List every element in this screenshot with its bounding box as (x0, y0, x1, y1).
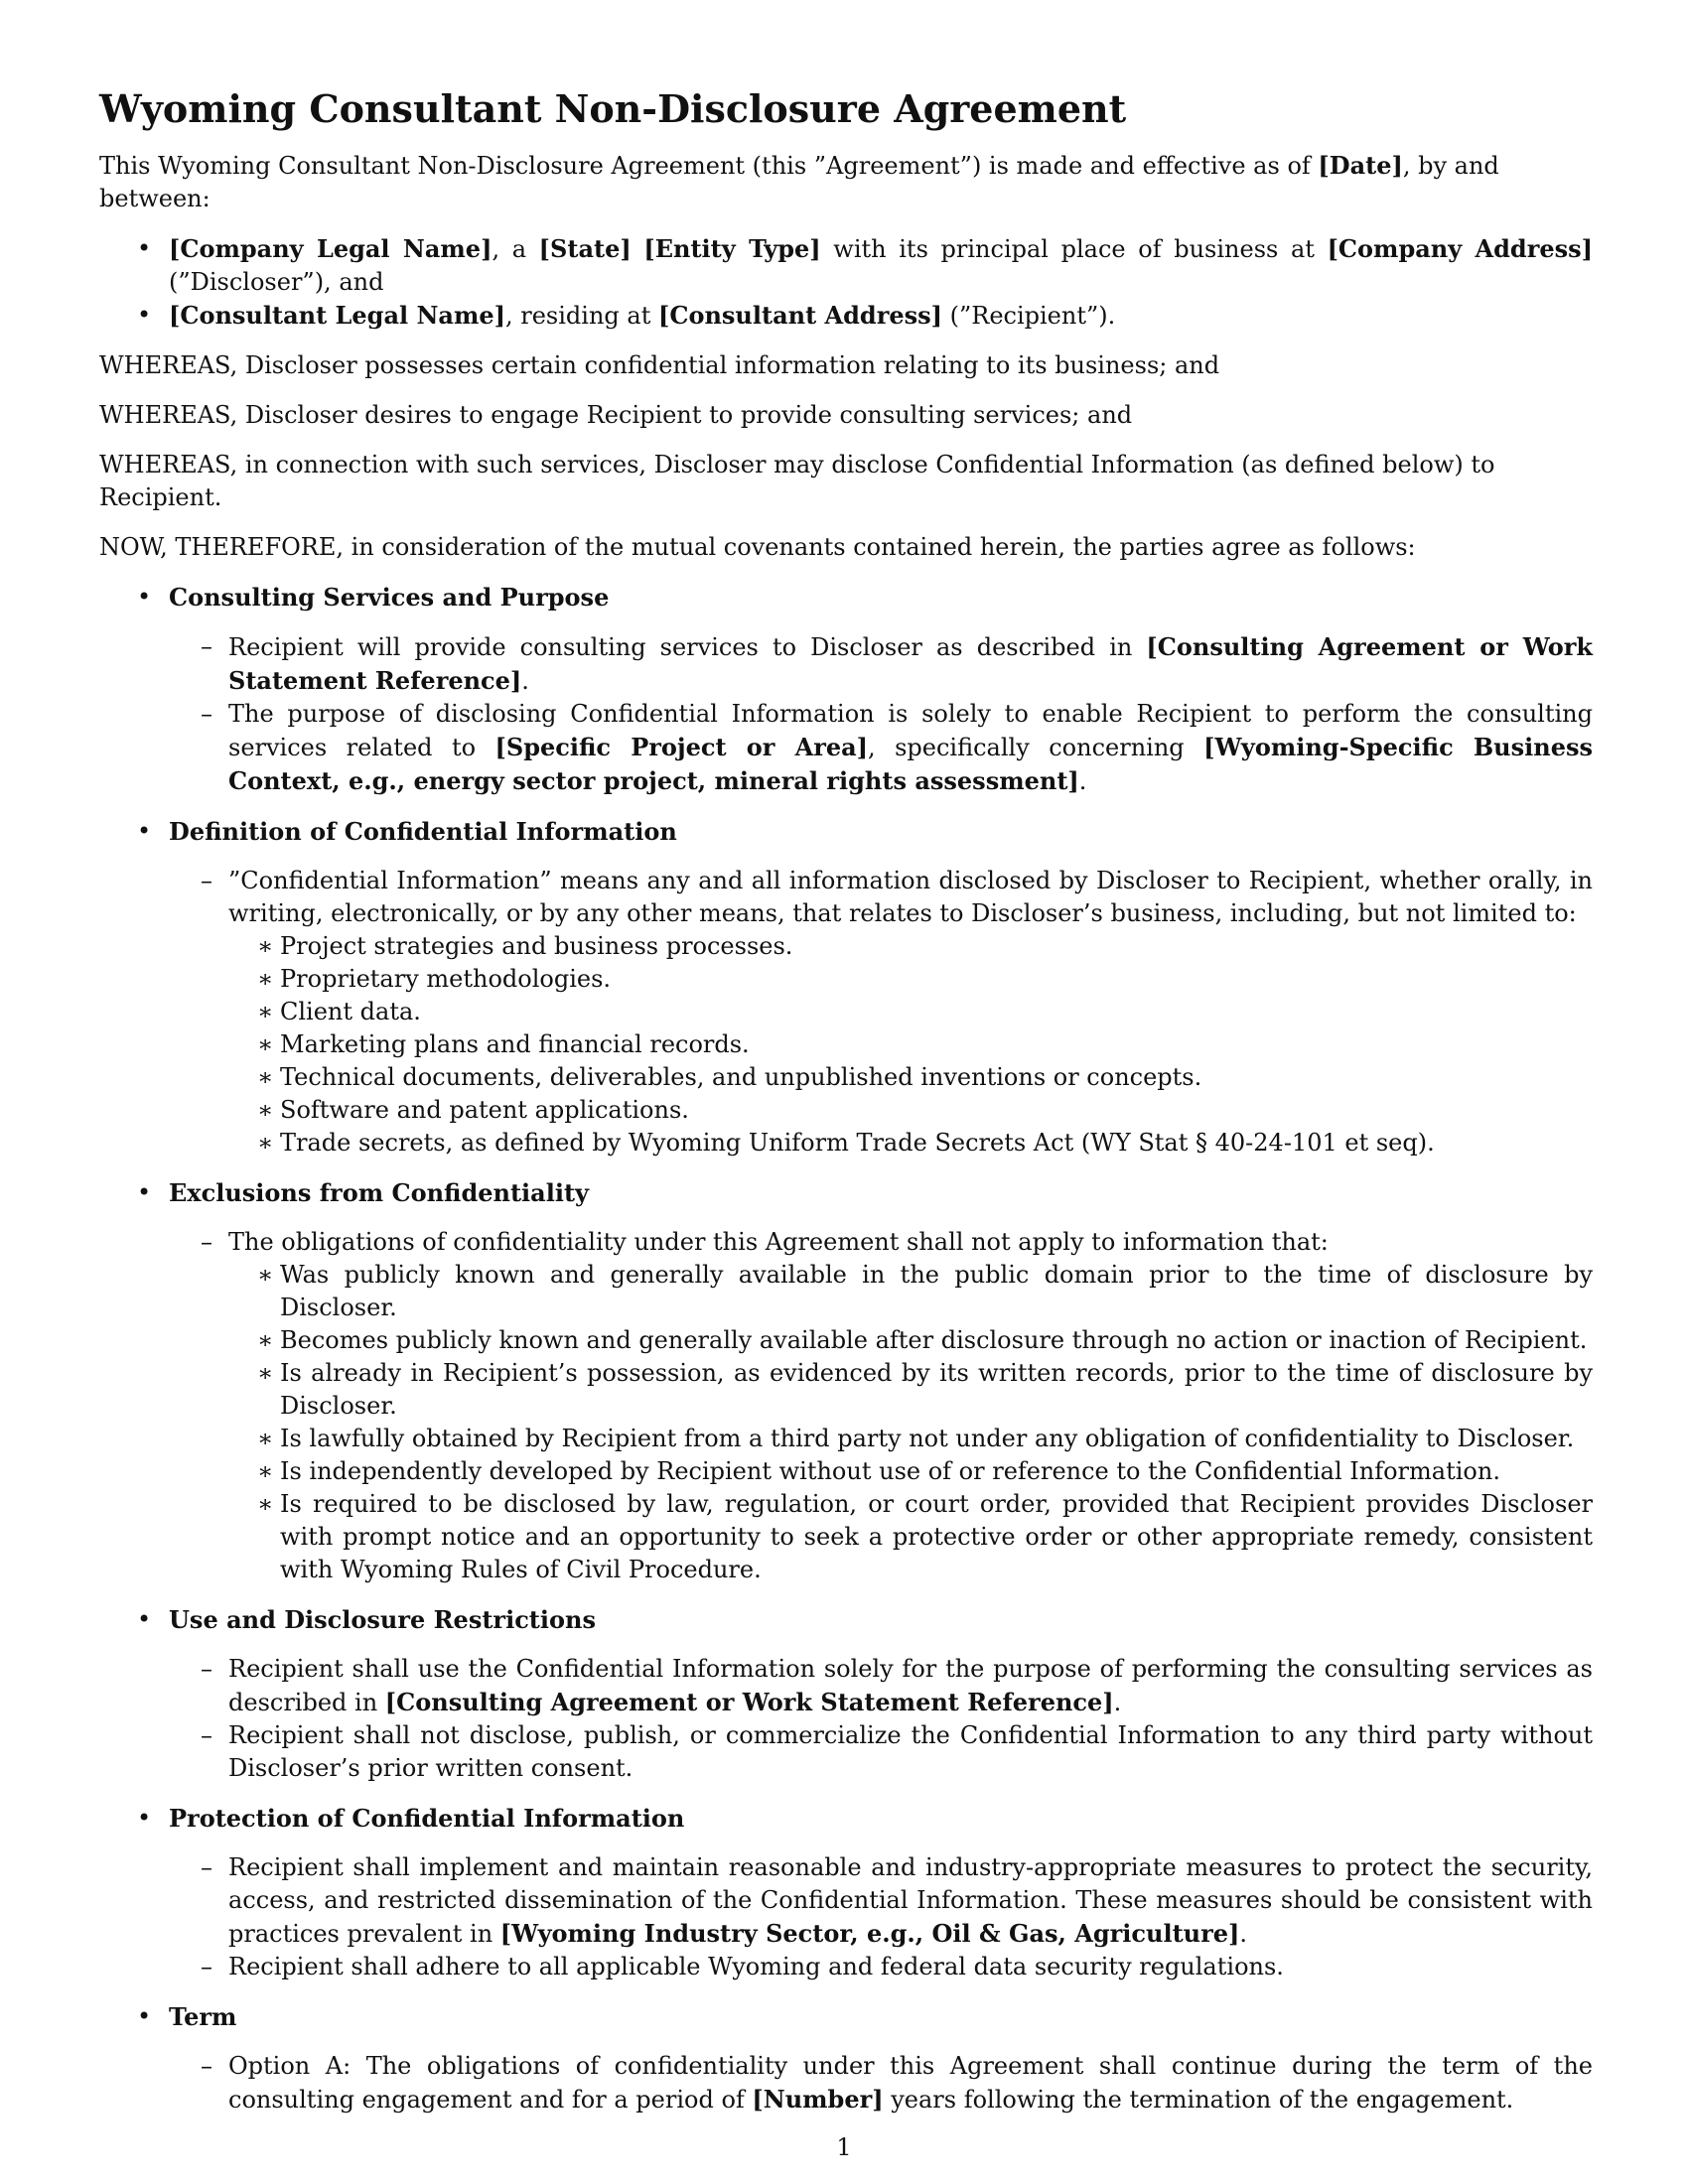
section-term (99, 2000, 1593, 2116)
sub-item: ∗ Proprietary methodologies. (228, 963, 1593, 996)
section-item: – ”Confidential Information” means any and all information disclosed by Discloser to Recipient, whether orally, in writing, electronically, or by any other means, that relates to Discloser’s business, including, but not limited to: ∗ Project strategies and business processes. ∗ Proprietary methodologies. ∗ Client data. ∗ Marketing plans and financial records. ∗ Technical documents, deliverables, and unpublished inventions or concepts. ∗ Software and patent applications. ∗ Trade secrets, as defined by Wyoming Uniform Trade Secrets Act (WY Stat § 40-24-101 et seq). (169, 865, 1593, 1160)
number-placeholder: [Number] (752, 2085, 884, 2114)
sub-item: ∗ Is required to be disclosed by law, regulation, or court order, provided that Recipient provides Discloser with prompt notice and an opportunity to seek a protective order or other appropriate remedy, consistent with Wyoming Rules of Civil Procedure. (228, 1488, 1593, 1586)
section-title: • Definition of Confidential Information (169, 817, 677, 846)
document-title: Wyoming Consultant Non-Disclosure Agreement (99, 86, 1127, 131)
section-definition (99, 815, 1593, 1160)
section-title: • Exclusions from Confidentiality (169, 1178, 589, 1207)
section-title: • Term (169, 2002, 237, 2031)
section-item: – Option A: The obligations of confidentiality under this Agreement shall continue during the term of the consulting engagement and for a period of [Number] years following the termination of the engagement. (169, 2050, 1593, 2116)
section-items (169, 865, 1593, 1160)
industry-sector-placeholder: [Wyoming Industry Sector, e.g., Oil & Gas, Agriculture] (499, 1919, 1240, 1948)
work-statement-placeholder: [Consulting Agreement or Work Statement Reference] (228, 632, 1593, 695)
section-item: – Recipient will provide consulting services to Discloser as described in [Consulting Agreement or Work Statement Reference]. (169, 630, 1593, 698)
section-item: – Recipient shall implement and maintain reasonable and industry-appropriate measures to protect the security, access, and restricted dissemination of the Confidential Information. These measures should be consistent with practices prevalent in [Wyoming Industry Sector, e.g., Oil & Gas, Agriculture]. (169, 1851, 1593, 1951)
document-body (99, 83, 1593, 2133)
section-items (169, 630, 1593, 798)
sub-item: ∗ Project strategies and business processes. (228, 930, 1593, 963)
sub-item: ∗ Is lawfully obtained by Recipient from a third party not under any obligation of confidentiality to Discloser. (228, 1423, 1593, 1455)
section-title: • Use and Disclosure Restrictions (169, 1605, 596, 1634)
party-discloser: • [Company Legal Name], a [State] [Entity Type] with its principal place of business at [Company Address] (”Discloser”), and (99, 232, 1593, 299)
sections-list (99, 581, 1593, 2116)
project-placeholder: [Specific Project or Area] (494, 733, 869, 761)
sub-item: ∗ Software and patent applications. (228, 1094, 1593, 1127)
business-context-placeholder: [Wyoming-Specific Business Context, e.g., energy sector project, mineral rights assessment] (228, 733, 1594, 795)
company-name-placeholder: [Company Legal Name] (169, 234, 492, 263)
section-exclusions (99, 1176, 1593, 1586)
section-items (169, 2050, 1593, 2116)
intro-paragraph: This Wyoming Consultant Non-Disclosure Agreement (this ”Agreement”) is made and effective as of [Date], by and between: (99, 151, 1499, 212)
parties-list (99, 232, 1593, 333)
sub-items (228, 930, 1593, 1160)
sub-items (228, 1259, 1593, 1586)
section-items (169, 1851, 1593, 1983)
consultant-name-placeholder: [Consultant Legal Name] (169, 301, 505, 330)
sub-item: ∗ Marketing plans and financial records. (228, 1028, 1593, 1061)
section-items (169, 1226, 1593, 1586)
page-number: 1 (836, 2133, 852, 2161)
company-address-placeholder: [Company Address] (1327, 234, 1594, 263)
sub-item: ∗ Client data. (228, 996, 1593, 1028)
section-item: – The purpose of disclosing Confidential Information is solely to enable Recipient to perform the consulting services related to [Specific Project or Area], specifically concerning [Wyoming-Specific Business Context, e.g., energy sector project, mineral rights assessment]. (169, 698, 1593, 798)
section-item: – The obligations of confidentiality under this Agreement shall not apply to information that: ∗ Was publicly known and generally available in the public domain prior to the time of disclosure by Discloser. ∗ Becomes publicly known and generally available after disclosure through no action or inaction of Recipient. ∗ Is already in Recipient’s possession, as evidenced by its written records, prior to the time of disclosure by Discloser. ∗ Is lawfully obtained by Recipient from a third party not under any obligation of confidentiality to Discloser. ∗ Is independently developed by Recipient without use of or reference to the Confidential Information. ∗ Is required to be disclosed by law, regulation, or court order, provided that Recipient provides Discloser with prompt notice and an opportunity to seek a protective order or other appropriate remedy, consistent with Wyoming Rules of Civil Procedure. (169, 1226, 1593, 1586)
recital-paragraph: WHEREAS, in connection with such services, Discloser may disclose Confidential Information (as defined below) to Recipient. (99, 451, 1495, 511)
consultant-address-placeholder: [Consultant Address] (657, 301, 942, 330)
section-item: – Recipient shall adhere to all applicable Wyoming and federal data security regulations. (169, 1951, 1593, 1983)
recital-paragraph: WHEREAS, Discloser possesses certain confidential information relating to its business; and (99, 351, 1220, 379)
work-statement-placeholder: [Consulting Agreement or Work Statement Reference] (384, 1688, 1114, 1716)
section-consulting-services (99, 581, 1593, 798)
sub-item: ∗ Is independently developed by Recipient without use of or reference to the Confidential Information. (228, 1455, 1593, 1488)
agreement-clause: NOW, THEREFORE, in consideration of the mutual covenants contained herein, the parties agree as follows: (99, 533, 1416, 561)
section-item: – Recipient shall use the Confidential Information solely for the purpose of performing the consulting services as described in [Consulting Agreement or Work Statement Reference]. (169, 1653, 1593, 1719)
section-title: • Protection of Confidential Information (169, 1804, 685, 1833)
sub-item: ∗ Was publicly known and generally available in the public domain prior to the time of disclosure by Discloser. (228, 1259, 1593, 1324)
sub-item: ∗ Trade secrets, as defined by Wyoming Uniform Trade Secrets Act (WY Stat § 40-24-101 et seq). (228, 1127, 1593, 1160)
section-use-restrictions (99, 1603, 1593, 1785)
sub-item: ∗ Becomes publicly known and generally available after disclosure through no action or inaction of Recipient. (228, 1324, 1593, 1357)
section-items (169, 1653, 1593, 1785)
entity-type-placeholder: [Entity Type] (643, 234, 821, 263)
section-title: • Consulting Services and Purpose (169, 583, 610, 612)
sub-item: ∗ Is already in Recipient’s possession, as evidenced by its written records, prior to the time of disclosure by Discloser. (228, 1357, 1593, 1423)
date-placeholder: [Date] (1318, 151, 1403, 180)
state-placeholder: [State] (538, 234, 632, 263)
section-protection (99, 1802, 1593, 1983)
sub-item: ∗ Technical documents, deliverables, and unpublished inventions or concepts. (228, 1061, 1593, 1094)
party-recipient: • [Consultant Legal Name], residing at [Consultant Address] (”Recipient”). (99, 299, 1593, 333)
recital-paragraph: WHEREAS, Discloser desires to engage Recipient to provide consulting services; and (99, 401, 1133, 429)
section-item: – Recipient shall not disclose, publish, or commercialize the Confidential Information to any third party without Discloser’s prior written consent. (169, 1719, 1593, 1785)
